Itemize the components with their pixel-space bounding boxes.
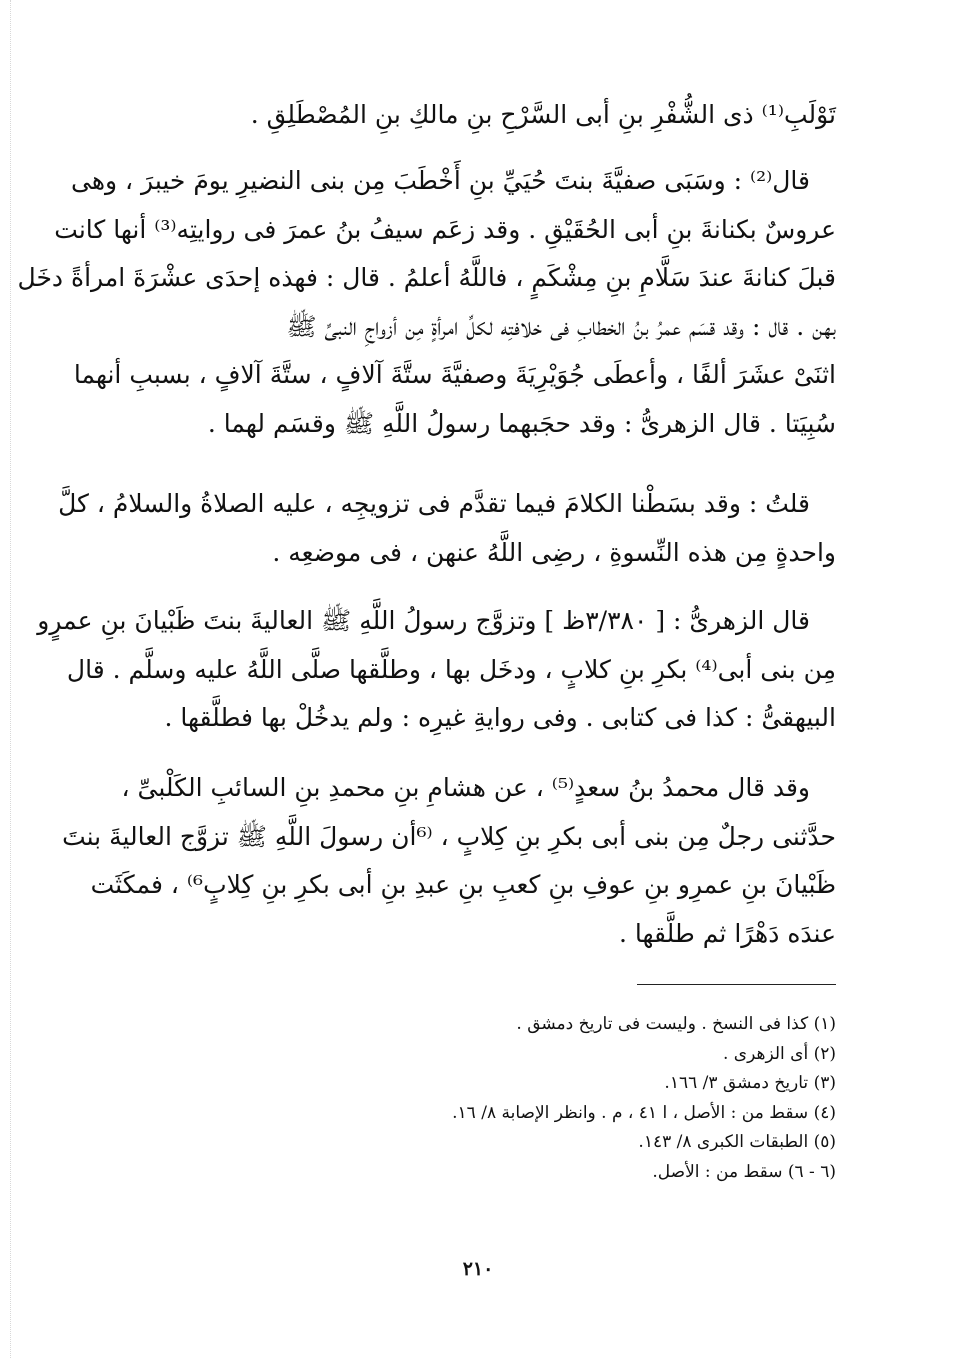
text-line: قال الزهرىُّ : [ ٣/٣٨٠ظ ] وتزوَّج رسولُ اللَّهِ ﷺ العاليةَ بنتَ ظَبْيانَ بنِ عمرٍو xyxy=(37,606,810,635)
text-line: قال⁽²⁾ : وسَبَى صفيَّةَ بنتَ حُيَيِّ بنِ أَخْطَبَ مِن بنى النضيرِ يومَ خيبرَ ، وهى xyxy=(70,166,810,195)
scan-margin-line xyxy=(10,0,11,1358)
footnote: (٦ - ٦) سقط من : الأصل. xyxy=(652,1161,836,1182)
paragraph-ibn-sad xyxy=(62,764,836,958)
paragraph-zuhri xyxy=(37,597,836,743)
text-line: تَوْلَبِ⁽¹⁾ ذى الشُّفْرِ بنِ أبى السَّرْحِ بنِ مالكِ بنِ المُصْطَلِقِ . xyxy=(250,100,836,129)
text-line: وقد قال محمدُ بنُ سعدٍ⁽⁵⁾ ، عن هشامِ بنِ محمدِ بنِ السائبِ الكَلْبىِّ ، xyxy=(121,773,810,802)
paragraph-intro xyxy=(130,91,836,140)
text-line: مِن بنى أبى⁽⁴⁾ بكرِ بنِ كلابٍ ، ودخَل بها ، وطلَّقها صلَّى اللَّهُ عليه وسلَّم . قال xyxy=(66,654,836,684)
text-line: واحدةٍ مِن هذه النِّسوةِ ، رضِى اللَّهُ عنهن ، فى موضعِه . xyxy=(272,537,836,567)
footnote: (٤) سقط من : الأصل ، ا ٤١ ، م . وانظر الإصابة ٨/ ١٦. xyxy=(452,1102,836,1123)
footnote: (٣) تاريخ دمشق ٣/ ١٦٦. xyxy=(664,1073,836,1093)
footnote: (٥) الطبقات الكبرى ٨/ ١٤٣. xyxy=(638,1132,836,1152)
text-line: قلتُ : وقد بسَطْنا الكلامَ فيما تقدَّم فى تزويجِه ، عليه الصلاةُ والسلامُ ، كلَّ xyxy=(58,489,810,518)
page-number: ٢١٠ xyxy=(462,1258,494,1280)
text-line: اثنَىْ عشَرَ ألفًا ، وأعطَى جُوَيْرِيَةَ وصفيَّةَ ستَّةَ آلافٍ ، ستَّةَ آلافٍ ، بسببِ أنهما xyxy=(73,360,836,389)
paragraph-qultu xyxy=(58,480,836,577)
footnotes xyxy=(360,1010,836,1187)
text-line: عندَه دَهْرًا ثم طلَّقها . xyxy=(618,918,836,948)
text-line: عروسٌ بكنانةَ بنِ أبى الحُقَيْقِ . وقد زعَم سيفُ بنُ عمرَ فى روايتِه⁽³⁾ أنها كانت xyxy=(54,214,836,244)
text-line: قبلَ كنانةَ عندَ سَلَّامِ بنِ مِشْكَمٍ ، فاللَّهُ أعلمُ . قال : فهذه إحدَى عشْرَةَ امرأةً دخَل xyxy=(17,263,836,292)
footnote: (١) كذا فى النسخ . وليست فى تاريخ دمشق . xyxy=(516,1014,836,1034)
footnote: (٢) أى الزهرى . xyxy=(723,1043,836,1064)
footnote-divider xyxy=(637,984,836,985)
text-line: بهن . قال : وقد قسَم عمرُ بنُ الخطابِ فى خلافتِه لكلِّ امرأةٍ مِن أزواجِ النبىِّ ﷺ xyxy=(286,311,836,341)
text-line: ظَبْيانَ بنِ عمرِو بنِ عوفِ بنِ كعبِ بنِ عبدِ بنِ أبى بكرِ بنِ كِلابٍ⁶⁾ ، فمكَثَت xyxy=(90,870,836,899)
text-line: البيهقىُّ : كذا فى كتابى . وفى روايةِ غيرِه : ولم يدخُلْ بها فطلَّقها . xyxy=(164,703,836,732)
text-line: حدَّثنى رجلٌ مِن بنى أبى بكرِ بنِ كِلابٍ ، ⁽⁶أن رسولَ اللَّهِ ﷺ تزوَّج العاليةَ بنتَ xyxy=(62,821,836,851)
text-line: سُبِيَتا . قال الزهرىُّ : وقد حجَبهما رسولُ اللَّهِ ﷺ وقسَم لهما . xyxy=(207,408,836,438)
paragraph-safiyya xyxy=(17,157,836,448)
